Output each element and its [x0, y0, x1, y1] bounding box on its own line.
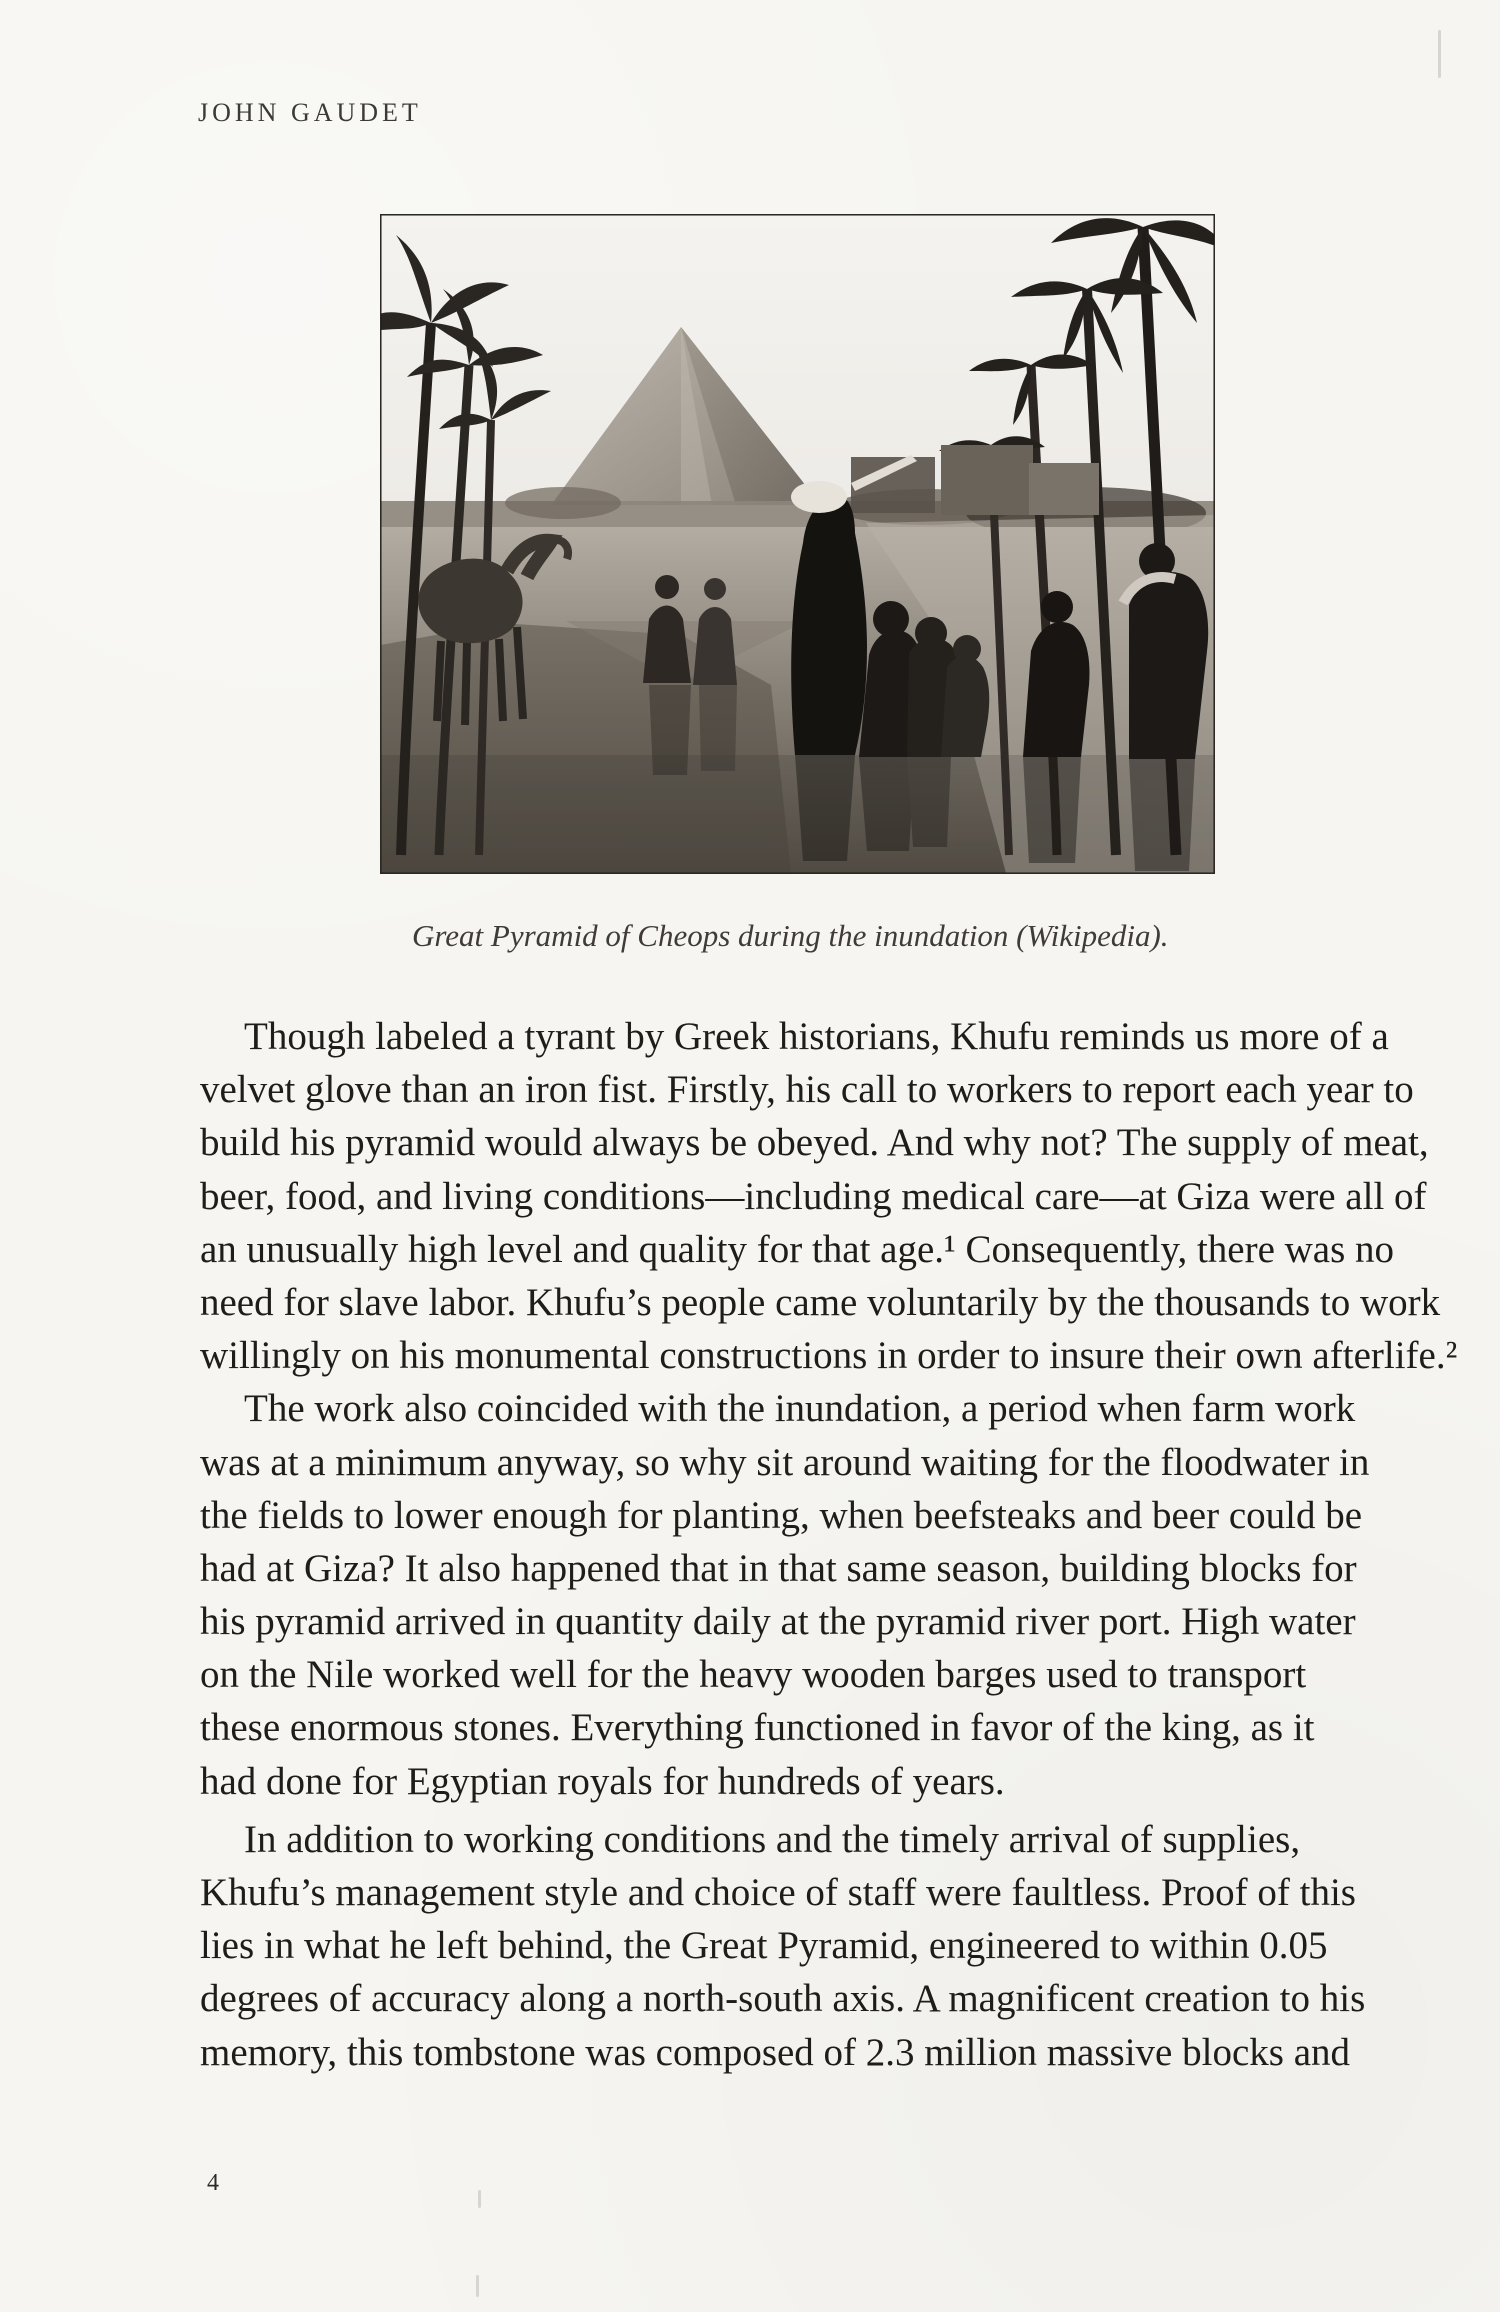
paragraph-line: was at a minimum anyway, so why sit around waiting for the floodwater in	[200, 1440, 1370, 1484]
page-number: 4	[207, 2170, 219, 2196]
scan-mark	[476, 2275, 479, 2297]
scan-mark	[1438, 30, 1441, 78]
pyramid-photograph	[380, 214, 1215, 874]
paragraph-line: these enormous stones. Everything functioned in favor of the king, as it	[200, 1706, 1315, 1750]
paragraph-line: an unusually high level and quality for that age.¹ Consequently, there was no	[200, 1227, 1395, 1271]
paragraph-line: In addition to working conditions and the timely arrival of supplies,	[244, 1817, 1301, 1861]
paragraph-line: beer, food, and living conditions—including medical care—at Giza were all of	[200, 1174, 1427, 1218]
paragraph-line: Khufu’s management style and choice of staff were faultless. Proof of this	[200, 1871, 1356, 1914]
running-head: JOHN GAUDET	[198, 98, 422, 127]
paragraph-line: lies in what he left behind, the Great Pyramid, engineered to within 0.05	[200, 1924, 1328, 1968]
paragraph-line: willingly on his monumental constructions in order to insure their own afterlife.²	[200, 1334, 1458, 1378]
paragraph-line: memory, this tombstone was composed of 2.3 million massive blocks and	[200, 2030, 1351, 2074]
paragraph-line: on the Nile worked well for the heavy wooden barges used to transport	[200, 1653, 1307, 1697]
paragraph-line: Though labeled a tyrant by Greek historians, Khufu reminds us more of a	[244, 1015, 1389, 1058]
photo-illustration	[381, 215, 1214, 873]
paragraph-line: had at Giza? It also happened that in that same season, building blocks for	[200, 1546, 1357, 1590]
paragraph-line: velvet glove than an iron fist. Firstly, his call to workers to report each year to	[200, 1068, 1414, 1112]
paragraph-line: had done for Egyptian royals for hundreds of years.	[200, 1759, 1005, 1803]
paragraph-line: build his pyramid would always be obeyed. And why not? The supply of meat,	[200, 1121, 1429, 1165]
paragraph-line: need for slave labor. Khufu’s people came voluntarily by the thousands to work	[200, 1280, 1441, 1324]
paragraph-line: The work also coincided with the inundation, a period when farm work	[244, 1387, 1356, 1431]
paragraph-line: the fields to lower enough for planting, when beefsteaks and beer could be	[200, 1493, 1363, 1537]
figure-caption: Great Pyramid of Cheops during the inundation (Wikipedia).	[412, 918, 1169, 953]
paragraph-line: degrees of accuracy along a north-south axis. A magnificent creation to his	[200, 1977, 1366, 2021]
scan-mark	[478, 2190, 481, 2208]
body-text	[200, 1010, 1458, 2079]
paragraph-line: his pyramid arrived in quantity daily at the pyramid river port. High water	[200, 1600, 1356, 1644]
